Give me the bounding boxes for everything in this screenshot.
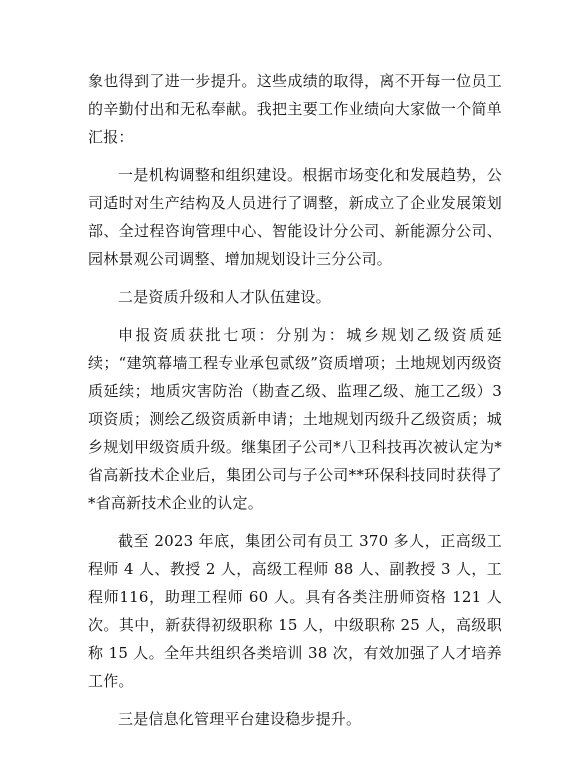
paragraph-it-platform: 三是信息化管理平台建设稳步提升。 bbox=[118, 710, 362, 728]
paragraph-qualification-details: 申报资质获批七项：分别为：城乡规划乙级资质延续；“建筑幕墙工程专业承包贰级”资质增项；土地规划丙级资质延续；地质灾害防治（勘查乙级、监理乙级、施工乙级）3 项资质；测绘乙级资质新申请；土地规划丙级升乙级资质；城乡规划甲级资质升级。继集团子公司*八卫科技再次被认定为*省高新技术企业后，集团公司与子公司**环保科技同时获得了*省高新技术企业的认定。 bbox=[88, 326, 502, 512]
document-page bbox=[88, 67, 502, 733]
paragraph-gap bbox=[88, 273, 502, 283]
paragraph-qualification-heading: 二是资质升级和人才队伍建设。 bbox=[118, 288, 331, 306]
paragraph-gap bbox=[88, 311, 502, 321]
paragraph-staff-stats: 截至 2023 年底，集团公司有员工 370 多人，正高级工程师 4 人、教授 2 人，高级工程师 88 人、副教授 3 人，工程师116，助理工程师 60 人。具有各类注册师资格 121 人次。其中，新获得初级职称 15 人，中级职称 25 人，高级职称 15 人。全年共组织各类培训 38 次，有效加强了人才培养工作。 bbox=[88, 532, 502, 690]
paragraph-gap bbox=[88, 517, 502, 527]
paragraph-intro: 象也得到了进一步提升。这些成绩的取得，离不开每一位员工的辛勤付出和无私奉献。我把主要工作业绩向大家做一个简单汇报： bbox=[88, 72, 502, 146]
paragraph-gap bbox=[88, 151, 502, 161]
paragraph-org-restructure: 一是机构调整和组织建设。根据市场变化和发展趋势，公司适时对生产结构及人员进行了调整，新成立了企业发展策划部、全过程咨询管理中心、智能设计分公司、新能源分公司、园林景观公司调整、增加规划设计三分公司。 bbox=[88, 166, 502, 268]
paragraph-gap bbox=[88, 695, 502, 705]
